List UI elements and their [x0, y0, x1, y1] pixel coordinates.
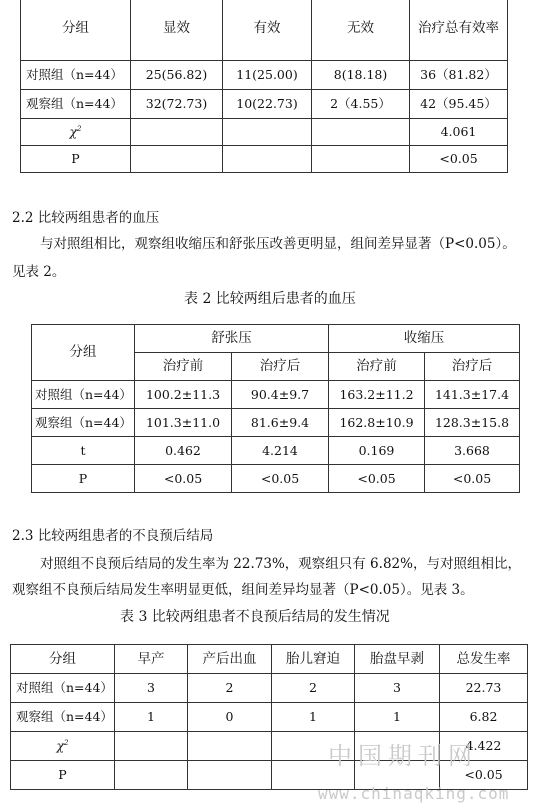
table-1-cell: 对照组（n=44）	[21, 61, 131, 90]
table-2-cell: <0.05	[232, 465, 329, 493]
table-1-cell: 25(56.82)	[131, 61, 223, 90]
table-3-header-fetal-distress: 胎儿窘迫	[272, 645, 355, 674]
table-1-cell	[131, 119, 223, 146]
table-2-cell: 4.214	[232, 437, 329, 465]
table-2-header-row	[32, 325, 520, 353]
table-2-header-group: 分组	[32, 325, 135, 381]
table-3-cell: 0	[188, 703, 272, 732]
table-3-cell: 1	[272, 703, 355, 732]
table-3-cell: 1	[115, 703, 188, 732]
table-3-cell: P	[11, 761, 115, 790]
table-3-cell: 对照组（n=44）	[11, 674, 115, 703]
table-3-cell	[188, 732, 272, 761]
table-3-header-preterm: 早产	[115, 645, 188, 674]
table-2-cell: 对照组（n=44）	[32, 381, 135, 409]
table-3-cell: 6.82	[440, 703, 528, 732]
table-3-cell	[115, 732, 188, 761]
table-row	[32, 437, 520, 465]
table-row	[32, 409, 520, 437]
table-2-cell: 3.668	[425, 437, 520, 465]
section-2-3-paragraph-line-2: 观察组不良预后结局发生率明显更低，组间差异均显著（P<0.05）。见表 3。	[12, 582, 474, 598]
section-2-3-paragraph-line-1: 对照组不良预后结局的发生率为 22.73%，观察组只有 6.82%，与对照组相比，	[40, 556, 521, 572]
table-1-cell: 32(72.73)	[131, 90, 223, 119]
table-1-cell: 10(22.73)	[223, 90, 312, 119]
table-1-cell	[223, 146, 312, 173]
table-2-cell: 90.4±9.7	[232, 381, 329, 409]
table-2-cell: <0.05	[135, 465, 232, 493]
table-2	[31, 324, 520, 493]
table-3-cell: 4.422	[440, 732, 528, 761]
table-1-header-total-rate: 治疗总有效率	[410, 0, 508, 61]
table-3-header-total-rate: 总发生率	[440, 645, 528, 674]
table-2-cell: 100.2±11.3	[135, 381, 232, 409]
section-2-3-heading: 2.3 比较两组患者的不良预后结局	[12, 528, 214, 544]
table-2-cell: 0.169	[329, 437, 425, 465]
table-1-cell: 观察组（n=44）	[21, 90, 131, 119]
table-1-cell: 2（4.55）	[312, 90, 410, 119]
table-3-cell: 2	[272, 674, 355, 703]
table-1-cell	[223, 119, 312, 146]
table-3-header-group: 分组	[11, 645, 115, 674]
table-1-cell: 11(25.00)	[223, 61, 312, 90]
chi-square-superscript: 2	[77, 125, 82, 134]
table-1-cell: 8(18.18)	[312, 61, 410, 90]
section-2-2-paragraph-line-1: 与对照组相比，观察组收缩压和舒张压改善更明显，组间差异显著（P<0.05）。	[40, 236, 516, 252]
table-1-cell: 42（95.45）	[410, 90, 508, 119]
table-3-cell: 2	[188, 674, 272, 703]
table-1-header-effective: 有效	[223, 0, 312, 61]
table-2-cell: 163.2±11.2	[329, 381, 425, 409]
table-row	[11, 674, 528, 703]
table-3-chi-square-label: $\chi^2$	[11, 732, 115, 761]
chi-square-superscript: 2	[64, 739, 69, 748]
table-3-cell	[115, 761, 188, 790]
table-3-cell: 22.73	[440, 674, 528, 703]
table-2-subheader-before: 治疗前	[329, 353, 425, 381]
table-1-header-row	[21, 0, 508, 61]
table-2-header-diastolic: 舒张压	[135, 325, 329, 353]
table-1-cell: 4.061	[410, 119, 508, 146]
table-row	[21, 119, 508, 146]
table-1-header-group: 分组	[21, 0, 131, 61]
table-1-chi-square-label: $\chi^2$	[21, 119, 131, 146]
table-row	[21, 90, 508, 119]
table-2-cell: t	[32, 437, 135, 465]
table-1-cell: <0.05	[410, 146, 508, 173]
table-2-cell: 0.462	[135, 437, 232, 465]
table-3-header-postpartum-hemorrhage: 产后出血	[188, 645, 272, 674]
section-2-2-paragraph-line-2: 见表 2。	[12, 264, 66, 280]
table-1	[20, 0, 508, 173]
table-1-cell: P	[21, 146, 131, 173]
watermark-url: www.chinaqking.com	[318, 784, 510, 803]
table-row	[32, 381, 520, 409]
table-1-cell: 36（81.82）	[410, 61, 508, 90]
table-2-cell: P	[32, 465, 135, 493]
table-2-header-systolic: 收缩压	[329, 325, 520, 353]
table-3-cell: 1	[355, 703, 440, 732]
table-3-cell: 观察组（n=44）	[11, 703, 115, 732]
table-2-cell: 141.3±17.4	[425, 381, 520, 409]
table-row	[32, 465, 520, 493]
table-2-cell: 81.6±9.4	[232, 409, 329, 437]
table-1-header-ineffective: 无效	[312, 0, 410, 61]
watermark-text: 中国期刊网	[328, 742, 478, 770]
table-2-cell: 101.3±11.0	[135, 409, 232, 437]
table-2-cell: <0.05	[329, 465, 425, 493]
table-3-cell: 3	[115, 674, 188, 703]
table-3-caption: 表 3 比较两组患者不良预后结局的发生情况	[120, 609, 390, 625]
table-row	[21, 61, 508, 90]
table-1-cell	[131, 146, 223, 173]
table-row	[11, 703, 528, 732]
table-3-header-row	[11, 645, 528, 674]
table-2-caption: 表 2 比较两组后患者的血压	[184, 291, 356, 307]
table-3-cell	[188, 761, 272, 790]
table-3-header-placental-abruption: 胎盘早剥	[355, 645, 440, 674]
table-2-cell: 128.3±15.8	[425, 409, 520, 437]
table-1-cell	[312, 119, 410, 146]
table-2-subheader-after: 治疗后	[425, 353, 520, 381]
table-2-cell: 观察组（n=44）	[32, 409, 135, 437]
table-3-cell: <0.05	[440, 761, 528, 790]
table-2-subheader-before: 治疗前	[135, 353, 232, 381]
table-3-cell: 3	[355, 674, 440, 703]
table-row	[21, 146, 508, 173]
table-2-subheader-after: 治疗后	[232, 353, 329, 381]
section-2-2-heading: 2.2 比较两组患者的血压	[12, 210, 160, 226]
table-2-cell: 162.8±10.9	[329, 409, 425, 437]
table-2-cell: <0.05	[425, 465, 520, 493]
table-1-cell	[312, 146, 410, 173]
table-1-header-marked: 显效	[131, 0, 223, 61]
